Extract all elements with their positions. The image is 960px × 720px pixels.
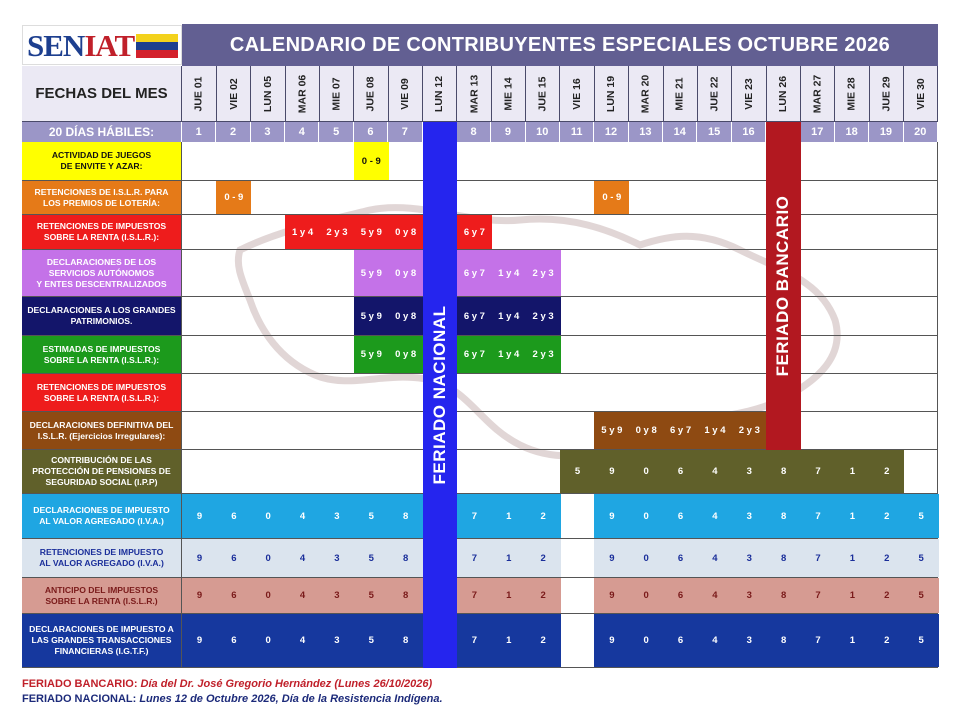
day-header-3 bbox=[285, 66, 320, 122]
feriado-bancario-column bbox=[766, 122, 800, 450]
row-divider-12 bbox=[182, 667, 938, 668]
logo-text-iat: IAT bbox=[84, 28, 135, 63]
day-number-12: 12 bbox=[594, 122, 628, 142]
row-3-cell-10: 2 y 3 bbox=[526, 250, 561, 296]
row-12-cell-14: 6 bbox=[663, 614, 698, 667]
day-number-21: 20 bbox=[904, 122, 938, 142]
day-number-8: 8 bbox=[457, 122, 491, 142]
row-10-cell-15: 4 bbox=[697, 539, 732, 577]
row-7-cell-13: 0 y 8 bbox=[629, 412, 664, 449]
row-9-cell-17: 8 bbox=[766, 494, 801, 538]
row-8-cell-19: 1 bbox=[835, 450, 870, 493]
row-8-cell-15: 4 bbox=[697, 450, 732, 493]
day-number-14: 14 bbox=[663, 122, 697, 142]
row-3-cell-8: 6 y 7 bbox=[457, 250, 492, 296]
row-label-9: DECLARACIONES DE IMPUESTO AL VALOR AGREGADO (I.V.A.) bbox=[22, 494, 182, 539]
logo-wordmark bbox=[27, 28, 134, 64]
row-10-cell-10: 2 bbox=[526, 539, 561, 577]
row-9-cell-13: 0 bbox=[629, 494, 664, 538]
row-8-cell-17: 8 bbox=[766, 450, 801, 493]
row-5-cell-6: 0 y 8 bbox=[388, 336, 423, 373]
logo-text-sen: SEN bbox=[27, 28, 85, 63]
day-number-0: 1 bbox=[182, 122, 216, 142]
row-12-cell-13: 0 bbox=[629, 614, 664, 667]
row-4-cell-10: 2 y 3 bbox=[526, 297, 561, 335]
row-11-cell-1: 6 bbox=[216, 578, 251, 613]
row-divider-5 bbox=[182, 373, 938, 374]
row-2-cell-3: 1 y 4 bbox=[285, 215, 320, 249]
row-9-cell-19: 1 bbox=[835, 494, 870, 538]
row-9-cell-6: 8 bbox=[388, 494, 423, 538]
row-1-cell-1: 0 - 9 bbox=[216, 181, 251, 214]
row-10-cell-2: 0 bbox=[251, 539, 286, 577]
row-11-cell-15: 4 bbox=[697, 578, 732, 613]
row-10-cell-16: 3 bbox=[732, 539, 767, 577]
day-number-19: 18 bbox=[835, 122, 869, 142]
day-header-label: LUN 19 bbox=[605, 75, 618, 112]
day-header-label: MIE 07 bbox=[330, 76, 343, 111]
row-9-cell-5: 5 bbox=[354, 494, 389, 538]
row-10-cell-9: 1 bbox=[491, 539, 526, 577]
row-label-3: DECLARACIONES DE LOS SERVICIOS AUTÓNOMOS Y ENTES DESCENTRALIZADOS bbox=[22, 250, 182, 297]
day-header-1 bbox=[216, 66, 251, 122]
row-11-cell-19: 1 bbox=[835, 578, 870, 613]
row-10-cell-5: 5 bbox=[354, 539, 389, 577]
row-9-cell-21: 5 bbox=[904, 494, 939, 538]
row-9-cell-14: 6 bbox=[663, 494, 698, 538]
row-label-12: DECLARACIONES DE IMPUESTO A LAS GRANDES TRANSACCIONES FINANCIERAS (I.G.T.F.) bbox=[22, 614, 182, 668]
row-10-cell-14: 6 bbox=[663, 539, 698, 577]
day-number-9: 9 bbox=[491, 122, 525, 142]
day-header-9 bbox=[491, 66, 526, 122]
seniat-logo bbox=[22, 25, 182, 65]
row-12-cell-18: 7 bbox=[801, 614, 836, 667]
day-number-5: 6 bbox=[354, 122, 388, 142]
day-header-label: MAR 06 bbox=[296, 74, 309, 113]
row-divider-0 bbox=[182, 180, 938, 181]
feriado-nacional-column bbox=[423, 122, 457, 668]
row-5-cell-10: 2 y 3 bbox=[526, 336, 561, 373]
row-11-cell-14: 6 bbox=[663, 578, 698, 613]
day-header-19 bbox=[835, 66, 870, 122]
row-label-6: RETENCIONES DE IMPUESTOS SOBRE LA RENTA (I.S.L.R.): bbox=[22, 374, 182, 412]
row-label-11: ANTICIPO DEL IMPUESTOS SOBRE LA RENTA (I.S.L.R.) bbox=[22, 578, 182, 614]
row-3-cell-5: 5 y 9 bbox=[354, 250, 389, 296]
row-3-cell-9: 1 y 4 bbox=[491, 250, 526, 296]
row-9-cell-4: 3 bbox=[319, 494, 354, 538]
row-5-cell-5: 5 y 9 bbox=[354, 336, 389, 373]
row-7-cell-14: 6 y 7 bbox=[663, 412, 698, 449]
row-10-cell-12: 9 bbox=[594, 539, 629, 577]
row-5-cell-8: 6 y 7 bbox=[457, 336, 492, 373]
day-header-label: VIE 23 bbox=[742, 77, 755, 110]
row-9-cell-18: 7 bbox=[801, 494, 836, 538]
day-number-13: 13 bbox=[629, 122, 663, 142]
row-12-cell-0: 9 bbox=[182, 614, 217, 667]
row-11-cell-18: 7 bbox=[801, 578, 836, 613]
row-11-cell-21: 5 bbox=[904, 578, 939, 613]
day-header-label: MAR 13 bbox=[467, 74, 480, 113]
footer-bancario-label: FERIADO BANCARIO: bbox=[22, 678, 138, 690]
day-number-10: 10 bbox=[526, 122, 560, 142]
day-header-13 bbox=[629, 66, 664, 122]
row-12-cell-20: 2 bbox=[869, 614, 904, 667]
day-header-label: VIE 16 bbox=[570, 77, 583, 110]
row-11-cell-6: 8 bbox=[388, 578, 423, 613]
day-header-8 bbox=[457, 66, 492, 122]
day-header-0 bbox=[182, 66, 217, 122]
row-7-cell-16: 2 y 3 bbox=[732, 412, 767, 449]
row-10-cell-18: 7 bbox=[801, 539, 836, 577]
row-11-cell-2: 0 bbox=[251, 578, 286, 613]
row-11-cell-0: 9 bbox=[182, 578, 217, 613]
day-header-10 bbox=[526, 66, 561, 122]
row-9-cell-12: 9 bbox=[594, 494, 629, 538]
day-header-label: VIE 30 bbox=[914, 77, 927, 110]
day-header-label: MIE 14 bbox=[502, 76, 515, 111]
day-number-3: 4 bbox=[285, 122, 319, 142]
row-10-cell-3: 4 bbox=[285, 539, 320, 577]
day-header-label: MAR 20 bbox=[639, 74, 652, 113]
row-12-cell-5: 5 bbox=[354, 614, 389, 667]
row-11-cell-17: 8 bbox=[766, 578, 801, 613]
day-header-15 bbox=[697, 66, 732, 122]
day-header-label: MIE 21 bbox=[674, 76, 687, 111]
row-2-cell-5: 5 y 9 bbox=[354, 215, 389, 249]
row-12-cell-15: 4 bbox=[697, 614, 732, 667]
row-label-7: DECLARACIONES DEFINITIVA DEL I.S.L.R. (Ejercicios Irregulares): bbox=[22, 412, 182, 450]
row-8-cell-16: 3 bbox=[732, 450, 767, 493]
row-10-cell-4: 3 bbox=[319, 539, 354, 577]
day-header-5 bbox=[354, 66, 389, 122]
row-2-cell-8: 6 y 7 bbox=[457, 215, 492, 249]
row-4-cell-6: 0 y 8 bbox=[388, 297, 423, 335]
day-header-7 bbox=[423, 66, 458, 122]
day-header-label: VIE 02 bbox=[227, 77, 240, 110]
row-divider-6 bbox=[182, 411, 938, 412]
row-12-cell-4: 3 bbox=[319, 614, 354, 667]
row-11-cell-9: 1 bbox=[491, 578, 526, 613]
day-header-17 bbox=[766, 66, 801, 122]
row-12-cell-8: 7 bbox=[457, 614, 492, 667]
day-number-16: 16 bbox=[732, 122, 766, 142]
footer-nacional bbox=[22, 692, 922, 707]
day-header-14 bbox=[663, 66, 698, 122]
row-label-0: ACTIVIDAD DE JUEGOS DE ENVITE Y AZAR: bbox=[22, 142, 182, 181]
row-12-cell-3: 4 bbox=[285, 614, 320, 667]
row-12-cell-19: 1 bbox=[835, 614, 870, 667]
row-8-cell-18: 7 bbox=[801, 450, 836, 493]
row-10-cell-1: 6 bbox=[216, 539, 251, 577]
row-1-cell-12: 0 - 9 bbox=[594, 181, 629, 214]
row-label-2: RETENCIONES DE IMPUESTOS SOBRE LA RENTA (I.S.L.R.): bbox=[22, 215, 182, 250]
day-header-2 bbox=[251, 66, 286, 122]
row-label-1: RETENCIONES DE I.S.L.R. PARA LOS PREMIOS DE LOTERÍA: bbox=[22, 181, 182, 215]
row-2-cell-4: 2 y 3 bbox=[319, 215, 354, 249]
row-12-cell-10: 2 bbox=[526, 614, 561, 667]
day-number-15: 15 bbox=[697, 122, 731, 142]
row-label-10: RETENCIONES DE IMPUESTO AL VALOR AGREGADO (I.V.A.) bbox=[22, 539, 182, 578]
day-number-18: 17 bbox=[801, 122, 835, 142]
fechas-label: FECHAS DEL MES bbox=[22, 66, 182, 122]
row-10-cell-8: 7 bbox=[457, 539, 492, 577]
row-12-cell-1: 6 bbox=[216, 614, 251, 667]
day-header-12 bbox=[594, 66, 629, 122]
day-number-4: 5 bbox=[319, 122, 353, 142]
row-9-cell-16: 3 bbox=[732, 494, 767, 538]
row-9-cell-15: 4 bbox=[697, 494, 732, 538]
footer-bancario bbox=[22, 677, 922, 692]
day-header-label: MIE 28 bbox=[845, 76, 858, 111]
row-3-cell-6: 0 y 8 bbox=[388, 250, 423, 296]
day-header-11 bbox=[560, 66, 595, 122]
row-label-8: CONTRIBUCIÓN DE LAS PROTECCIÓN DE PENSIONES DE SEGURIDAD SOCIAL (I.P.P) bbox=[22, 450, 182, 494]
row-12-cell-12: 9 bbox=[594, 614, 629, 667]
row-11-cell-16: 3 bbox=[732, 578, 767, 613]
row-11-cell-12: 9 bbox=[594, 578, 629, 613]
row-10-cell-19: 1 bbox=[835, 539, 870, 577]
row-12-cell-6: 8 bbox=[388, 614, 423, 667]
day-number-20: 19 bbox=[869, 122, 903, 142]
day-header-label: JUE 15 bbox=[536, 75, 549, 112]
row-9-cell-20: 2 bbox=[869, 494, 904, 538]
habiles-label: 20 DÍAS HÁBILES: bbox=[22, 122, 182, 142]
row-8-cell-13: 0 bbox=[629, 450, 664, 493]
day-number-11: 11 bbox=[560, 122, 594, 142]
row-8-cell-11: 5 bbox=[560, 450, 595, 493]
feriado-nacional-label: FERIADO NACIONAL bbox=[429, 305, 449, 485]
row-10-cell-21: 5 bbox=[904, 539, 939, 577]
day-header-label: JUE 08 bbox=[364, 75, 377, 112]
row-0-cell-5: 0 - 9 bbox=[354, 142, 389, 180]
footer-notes bbox=[22, 677, 922, 707]
row-7-cell-12: 5 y 9 bbox=[594, 412, 629, 449]
day-header-label: JUE 29 bbox=[880, 75, 893, 112]
row-11-cell-8: 7 bbox=[457, 578, 492, 613]
row-11-cell-5: 5 bbox=[354, 578, 389, 613]
row-9-cell-9: 1 bbox=[491, 494, 526, 538]
row-4-cell-5: 5 y 9 bbox=[354, 297, 389, 335]
row-8-cell-20: 2 bbox=[869, 450, 904, 493]
row-9-cell-10: 2 bbox=[526, 494, 561, 538]
page-title: CALENDARIO DE CONTRIBUYENTES ESPECIALES OCTUBRE 2026 bbox=[229, 33, 891, 56]
footer-bancario-text: Día del Dr. José Gregorio Hernández (Lunes 26/10/2026) bbox=[137, 678, 433, 690]
feriado-bancario-label: FERIADO BANCARIO bbox=[773, 195, 793, 377]
day-header-label: LUN 26 bbox=[777, 75, 790, 112]
row-11-cell-3: 4 bbox=[285, 578, 320, 613]
venezuela-flag-icon bbox=[136, 34, 178, 58]
row-12-cell-21: 5 bbox=[904, 614, 939, 667]
row-label-5: ESTIMADAS DE IMPUESTOS SOBRE LA RENTA (I.S.L.R.): bbox=[22, 336, 182, 374]
row-10-cell-6: 8 bbox=[388, 539, 423, 577]
row-9-cell-2: 0 bbox=[251, 494, 286, 538]
row-12-cell-17: 8 bbox=[766, 614, 801, 667]
row-9-cell-3: 4 bbox=[285, 494, 320, 538]
row-12-cell-2: 0 bbox=[251, 614, 286, 667]
day-header-label: MAR 27 bbox=[811, 74, 824, 113]
row-12-cell-9: 1 bbox=[491, 614, 526, 667]
day-header-16 bbox=[732, 66, 767, 122]
row-11-cell-10: 2 bbox=[526, 578, 561, 613]
row-9-cell-8: 7 bbox=[457, 494, 492, 538]
row-7-cell-15: 1 y 4 bbox=[697, 412, 732, 449]
row-4-cell-9: 1 y 4 bbox=[491, 297, 526, 335]
day-number-2: 3 bbox=[251, 122, 285, 142]
row-10-cell-0: 9 bbox=[182, 539, 217, 577]
day-header-label: LUN 05 bbox=[261, 75, 274, 112]
title-bar bbox=[182, 24, 938, 66]
row-11-cell-13: 0 bbox=[629, 578, 664, 613]
row-11-cell-4: 3 bbox=[319, 578, 354, 613]
row-10-cell-13: 0 bbox=[629, 539, 664, 577]
day-header-21 bbox=[904, 66, 939, 122]
row-8-cell-14: 6 bbox=[663, 450, 698, 493]
day-header-4 bbox=[319, 66, 354, 122]
row-2-cell-6: 0 y 8 bbox=[388, 215, 423, 249]
row-12-cell-16: 3 bbox=[732, 614, 767, 667]
row-10-cell-20: 2 bbox=[869, 539, 904, 577]
day-header-20 bbox=[869, 66, 904, 122]
row-4-cell-8: 6 y 7 bbox=[457, 297, 492, 335]
day-number-6: 7 bbox=[388, 122, 422, 142]
day-header-label: JUE 01 bbox=[192, 75, 205, 112]
day-header-18 bbox=[801, 66, 836, 122]
footer-nacional-text: Lunes 12 de Octubre 2026, Día de la Resistencia Indígena. bbox=[136, 693, 443, 705]
day-header-label: LUN 12 bbox=[433, 75, 446, 112]
day-number-1: 2 bbox=[216, 122, 250, 142]
row-label-4: DECLARACIONES A LOS GRANDES PATRIMONIOS. bbox=[22, 297, 182, 336]
row-9-cell-0: 9 bbox=[182, 494, 217, 538]
row-10-cell-17: 8 bbox=[766, 539, 801, 577]
row-9-cell-1: 6 bbox=[216, 494, 251, 538]
day-header-6 bbox=[388, 66, 423, 122]
row-8-cell-12: 9 bbox=[594, 450, 629, 493]
footer-nacional-label: FERIADO NACIONAL: bbox=[22, 693, 137, 705]
row-11-cell-20: 2 bbox=[869, 578, 904, 613]
day-header-label: JUE 22 bbox=[708, 75, 721, 112]
row-5-cell-9: 1 y 4 bbox=[491, 336, 526, 373]
day-header-label: VIE 09 bbox=[399, 77, 412, 110]
